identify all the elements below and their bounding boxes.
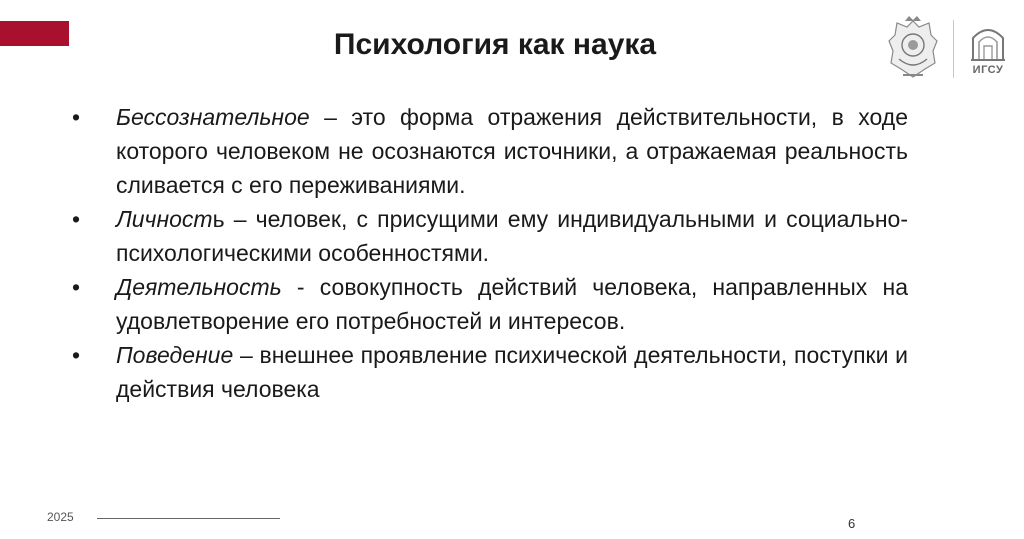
definition-text (116, 202, 908, 270)
header-logos (885, 14, 1012, 84)
page-number: 6 (848, 516, 856, 531)
definition-body: – это форма отражения действительности, в ходе которого человеком не осознаются источники, а отражаемая реальность сливается с его переживаниями. (116, 104, 908, 198)
igsu-logo (964, 22, 1012, 76)
definition-body: ь – человек, с присущими ему индивидуальными и социально-психологическими особенностями. (116, 206, 908, 266)
definitions-list (70, 100, 908, 406)
bullet-marker: • (72, 342, 81, 368)
igsu-emblem-icon (969, 22, 1007, 62)
list-item-activity (70, 270, 908, 338)
page-title: Психология как наука (333, 28, 657, 61)
bullet-marker: • (72, 104, 81, 130)
term-personality: Личност (116, 206, 213, 232)
definition-text (116, 338, 908, 406)
bullet-marker: • (72, 206, 81, 232)
term-activity: Деятельность (116, 274, 282, 300)
definition-body: – внешнее проявление психической деятельности, поступки и действия человека (116, 342, 908, 402)
logo-divider (953, 20, 954, 78)
list-item-behavior (70, 338, 908, 406)
igsu-label: ИГСУ (972, 64, 1004, 76)
bullet-marker: • (72, 274, 81, 300)
definition-body: - совокупность действий человека, направленных на удовлетворение его потребностей и интересов. (116, 274, 908, 334)
footer-divider (97, 518, 280, 519)
definition-text (116, 270, 908, 338)
footer-year: 2025 (47, 510, 74, 524)
term-behavior: Поведение (116, 342, 234, 368)
term-unconscious: Бессознательное (116, 104, 310, 130)
list-item-personality (70, 202, 908, 270)
list-item-unconscious (70, 100, 908, 202)
definition-text (116, 100, 908, 202)
coat-of-arms-icon (885, 15, 941, 83)
